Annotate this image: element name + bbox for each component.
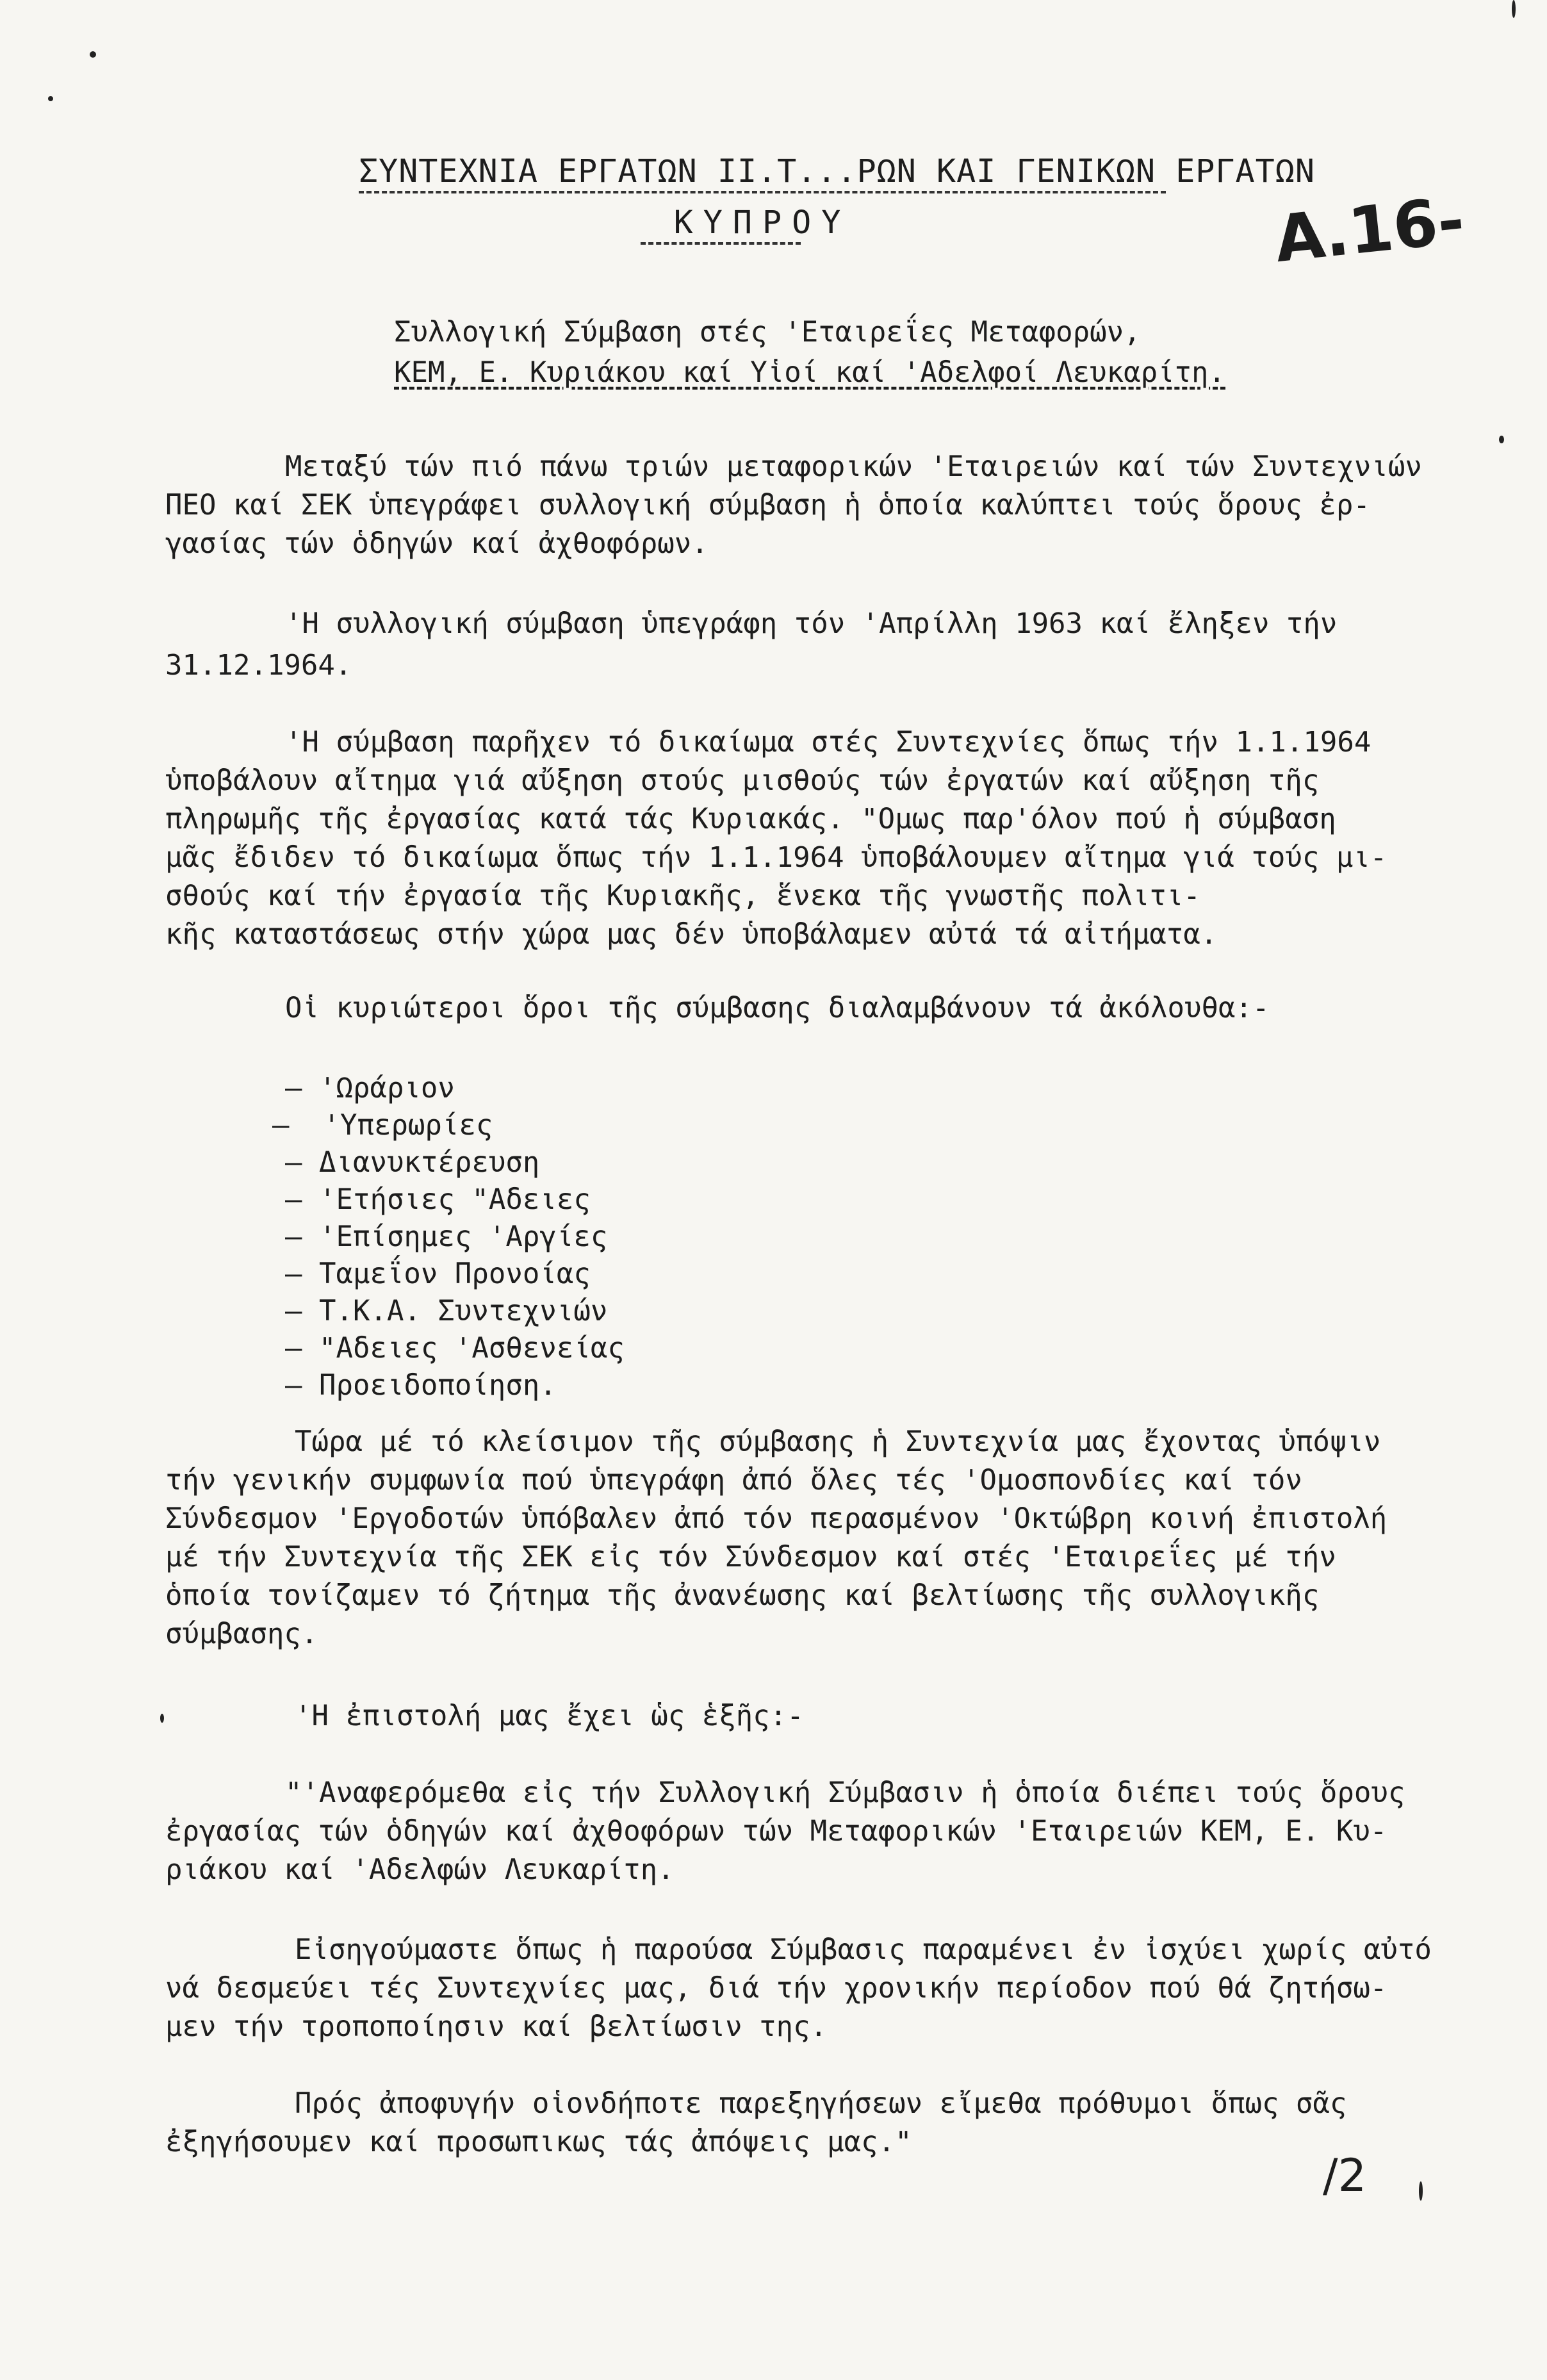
scan-speck — [48, 96, 53, 101]
paragraph-line: Τώρα μέ τό κλείσιμον τῆς σύμβασης ἡ Συντεχνία μας ἔχοντας ὑπόψιν — [295, 1425, 1381, 1458]
list-item: – Προειδοποίηση. — [285, 1369, 557, 1402]
subject-line-1: Συλλογική Σύμβαση στές 'Εταιρεΐες Μεταφορών, — [394, 316, 1141, 349]
list-item: – 'Υπερωρίες — [272, 1109, 493, 1142]
paragraph-line: 31.12.1964. — [165, 649, 352, 682]
paragraph-line: 'Η ἐπιστολή μας ἔχει ὡς ἑξῆς:- — [295, 1700, 804, 1732]
paragraph-line: "'Αναφερόμεθα εἰς τήν Συλλογική Σύμβασιν ἡ ὁποία διέπει τούς ὅρους — [285, 1777, 1405, 1809]
scan-speck — [1512, 0, 1516, 18]
paragraph-line: ριάκου καί 'Αδελφών Λευκαρίτη. — [165, 1853, 675, 1886]
handwritten-reference: Α.16- — [1271, 182, 1468, 277]
paragraph-line: τήν γενικήν συμφωνία πού ὑπεγράφη ἀπό ὅλες τές 'Ομοσπονδίες καί τόν — [165, 1464, 1302, 1497]
scan-speck — [90, 51, 96, 58]
list-item: – 'Επίσημες 'Αργίες — [285, 1220, 608, 1253]
paragraph-line: σύμβασης. — [165, 1618, 318, 1650]
paragraph-line: νά δεσμεύει τές Συντεχνίες μας, διά τήν χρονικήν περίοδον πού θά ζητήσω- — [165, 1972, 1387, 2005]
paragraph-line: Μεταξύ τών πιό πάνω τριών μεταφορικών 'Εταιρειών καί τών Συντεχνιών — [285, 450, 1422, 483]
paragraph-line: Εἰσηγούμαστε ὅπως ἡ παρούσα Σύμβασις παραμένει ἐν ἰσχύει χωρίς αὐτό — [295, 1933, 1432, 1966]
list-item: – Τ.Κ.Α. Συντεχνιών — [285, 1295, 608, 1327]
paragraph-line: ὑποβάλουν αἴτημα γιά αὔξηση στούς μισθούς τών ἐργατών καί αὔξηση τῆς — [165, 764, 1320, 797]
paragraph-line: Οἱ κυριώτεροι ὅροι τῆς σύμβασης διαλαμβάνουν τά ἀκόλουθα:- — [285, 992, 1270, 1024]
union-title: ΣΥΝΤΕΧΝΙΑ ΕΡΓΑΤΩΝ ΙΙ.Τ...ΡΩΝ ΚΑΙ ΓΕΝΙΚΩΝ ΕΡΓΑΤΩΝ — [359, 152, 1315, 190]
paragraph-line: ὁποία τονίζαμεν τό ζήτημα τῆς ἀνανέωσης καί βελτίωσης τῆς συλλογικῆς — [165, 1579, 1320, 1612]
paragraph-line: μέ τήν Συντεχνία τῆς ΣΕΚ εἰς τόν Σύνδεσμον καί στές 'Εταιρεΐες μέ τήν — [165, 1541, 1336, 1573]
country-heading: ΚΥΠΡΟΥ — [673, 204, 851, 241]
paragraph-line: σθούς καί τήν ἐργασία τῆς Κυριακῆς, ἕνεκα τῆς γνωστῆς πολιτι- — [165, 880, 1200, 912]
list-item: – 'Ωράριον — [285, 1072, 455, 1104]
scan-speck — [1499, 436, 1504, 443]
page-number: /2 — [1323, 2149, 1367, 2202]
paragraph-line: ἐξηγήσουμεν καί προσωπικως τάς ἀπόψεις μας." — [165, 2126, 912, 2158]
paragraph-line: μᾶς ἔδιδεν τό δικαίωμα ὅπως τήν 1.1.1964 ὑποβάλουμεν αἴτημα γιά τούς μι- — [165, 841, 1387, 874]
paragraph-line: Σύνδεσμον 'Εργοδοτών ὑπόβαλεν ἀπό τόν περασμένον 'Οκτώβρη κοινή ἐπιστολή — [165, 1502, 1387, 1535]
scan-speck — [1419, 2181, 1423, 2201]
paragraph-line: ΠΕΟ καί ΣΕΚ ὑπεγράφει συλλογική σύμβαση ἡ ὁποία καλύπτει τούς ὅρους ἐρ- — [165, 489, 1370, 521]
paragraph-line: 'Η σύμβαση παρῆχεν τό δικαίωμα στές Συντεχνίες ὅπως τήν 1.1.1964 — [285, 726, 1371, 759]
paragraph-line: γασίας τών ὁδηγών καί ἀχθοφόρων. — [165, 527, 708, 560]
paragraph-line: κῆς καταστάσεως στήν χώρα μας δέν ὑποβάλαμεν αὐτά τά αἰτήματα. — [165, 918, 1218, 951]
title-underline — [359, 191, 1166, 193]
list-item: – "Αδειες 'Ασθενείας — [285, 1332, 625, 1365]
paragraph-line: Πρός ἀποφυγήν οἱονδήποτε παρεξηγήσεων εἴμεθα πρόθυμοι ὅπως σᾶς — [295, 2087, 1347, 2120]
list-item: – Ταμεΐον Προνοίας — [285, 1258, 591, 1290]
subject-line-2: ΚΕΜ, Ε. Κυριάκου καί Υἱοί καί 'Αδελφοί Λευκαρίτη. — [394, 356, 1226, 389]
paragraph-line: μεν τήν τροποποίησιν καί βελτίωσιν της. — [165, 2010, 828, 2043]
country-underline — [641, 242, 801, 245]
list-item: – Διανυκτέρευση — [285, 1146, 540, 1179]
paragraph-line: 'Η συλλογική σύμβαση ὑπεγράφη τόν 'Απρίλλη 1963 καί ἔληξεν τήν — [285, 607, 1338, 640]
paragraph-line: πληρωμῆς τῆς ἐργασίας κατά τάς Κυριακάς. "Ομως παρ'όλον πού ἡ σύμβαση — [165, 803, 1336, 835]
list-item: – 'Ετήσιες "Αδειες — [285, 1183, 591, 1216]
scan-speck — [160, 1714, 164, 1723]
paragraph-line: ἐργασίας τών ὁδηγών καί ἀχθοφόρων τών Μεταφορικών 'Εταιρειών ΚΕΜ, Ε. Κυ- — [165, 1815, 1387, 1848]
